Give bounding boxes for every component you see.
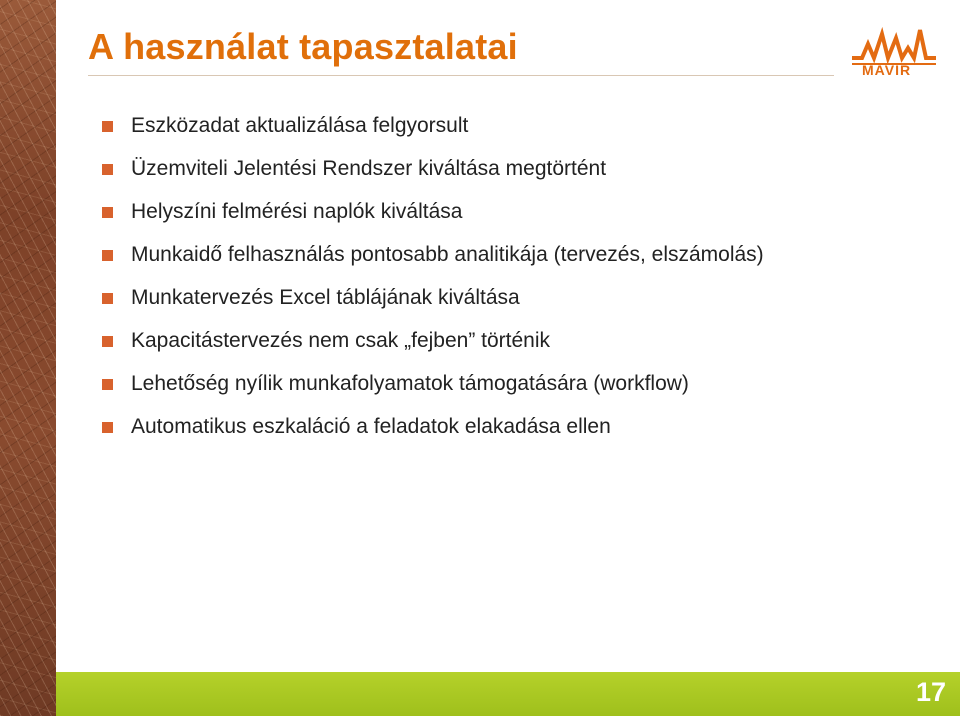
bullet-text: Lehetőség nyílik munkafolyamatok támogatására (workflow) xyxy=(131,372,689,395)
logo-wordmark: MAVIR xyxy=(862,62,912,78)
bullet-item xyxy=(102,196,942,239)
page-number: 17 xyxy=(915,677,946,707)
square-bullet-icon xyxy=(102,207,113,218)
bullet-text: Automatikus eszkaláció a feladatok elakadása ellen xyxy=(131,415,611,438)
slide-title: A használat tapasztalatai xyxy=(88,26,518,67)
bullet-text: Eszközadat aktualizálása felgyorsult xyxy=(131,114,469,137)
square-bullet-icon xyxy=(102,250,113,261)
bullet-item xyxy=(102,239,942,282)
square-bullet-icon xyxy=(102,293,113,304)
bullet-list xyxy=(102,110,942,454)
bullet-text: Munkatervezés Excel táblájának kiváltása xyxy=(131,286,520,309)
square-bullet-icon xyxy=(102,336,113,347)
title-divider xyxy=(88,75,834,76)
square-bullet-icon xyxy=(102,121,113,132)
bullet-item xyxy=(102,368,942,411)
square-bullet-icon xyxy=(102,164,113,175)
bullet-item xyxy=(102,153,942,196)
bullet-text: Üzemviteli Jelentési Rendszer kiváltása megtörtént xyxy=(131,157,607,180)
bullet-text: Munkaidő felhasználás pontosabb analitikája (tervezés, elszámolás) xyxy=(131,243,764,266)
footer-bar xyxy=(56,672,960,716)
square-bullet-icon xyxy=(102,422,113,433)
decorative-side-strip xyxy=(0,0,56,716)
bullet-item xyxy=(102,110,942,153)
bullet-item xyxy=(102,282,942,325)
bullet-item xyxy=(102,411,942,454)
bullet-item xyxy=(102,325,942,368)
bullet-text: Helyszíni felmérési naplók kiváltása xyxy=(131,200,463,223)
bullet-text: Kapacitástervezés nem csak „fejben” történik xyxy=(131,329,551,352)
square-bullet-icon xyxy=(102,379,113,390)
